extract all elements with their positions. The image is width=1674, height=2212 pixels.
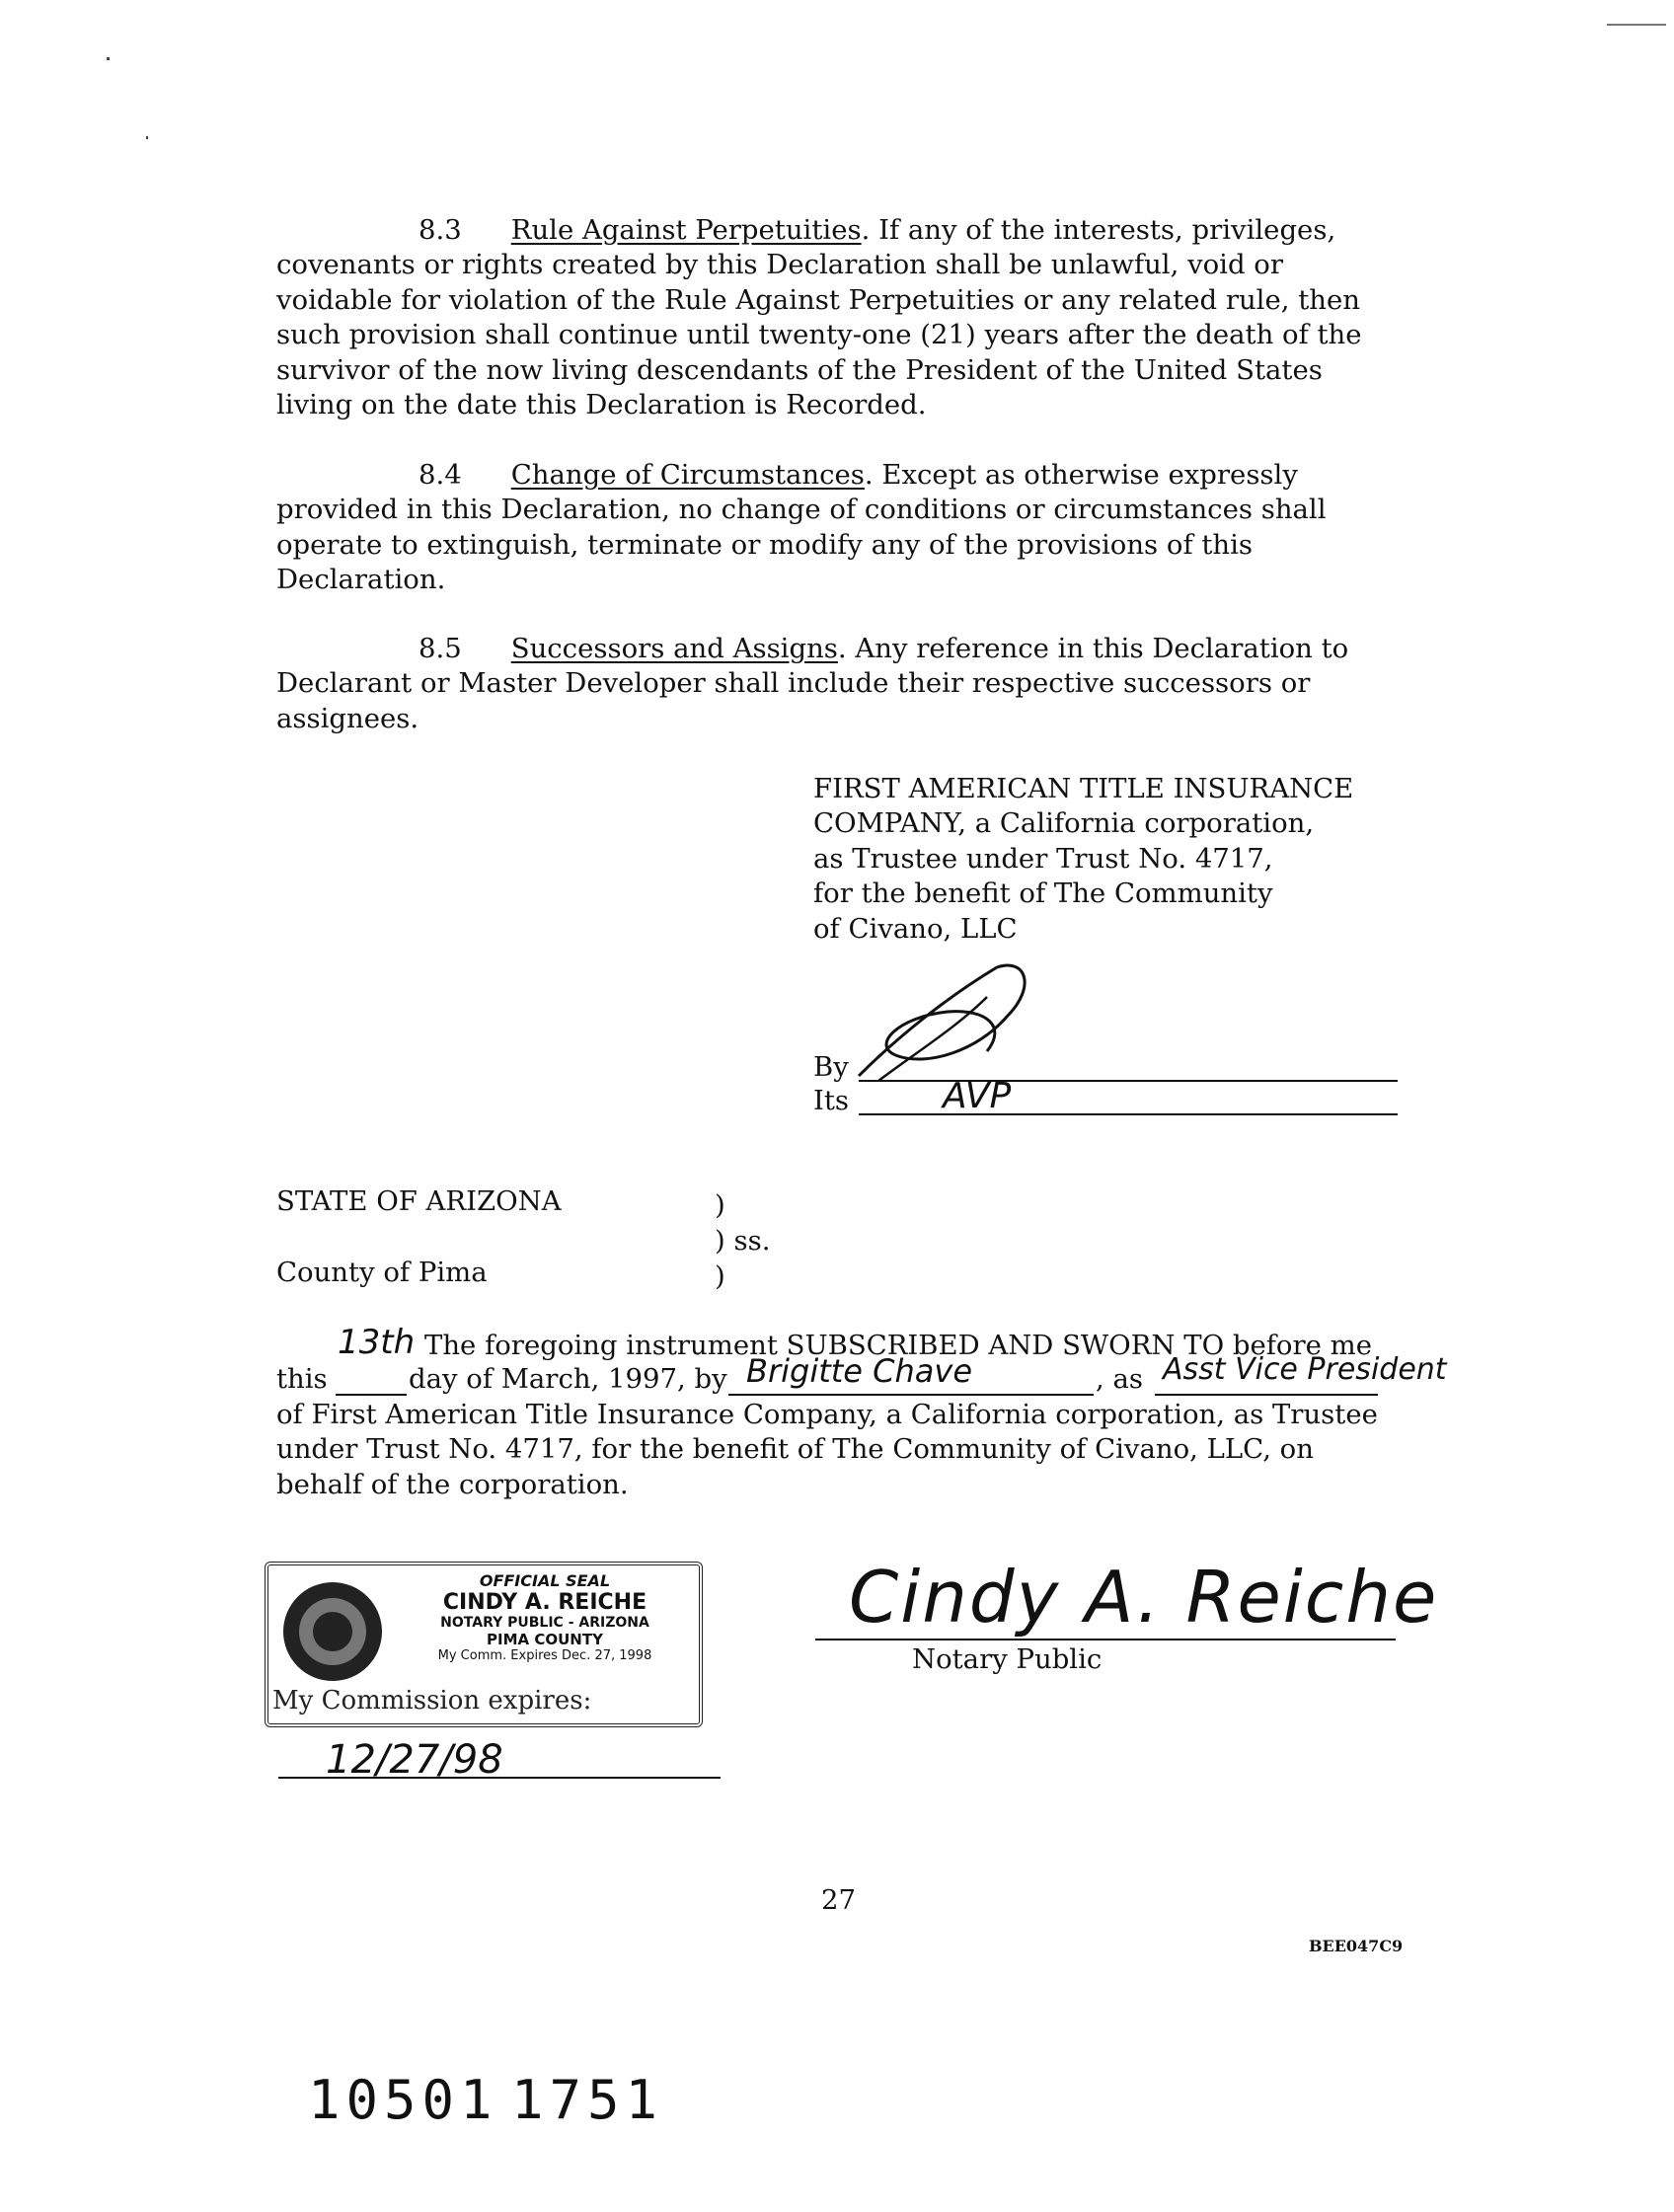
section-heading: Successors and Assigns xyxy=(510,633,838,664)
signatory-line: of Civano, LLC xyxy=(813,912,1018,945)
signatory-block xyxy=(813,772,1353,947)
seal-line-2: PIMA COUNTY xyxy=(487,1631,603,1648)
signatory-line: COMPANY, a California corporation, xyxy=(813,807,1315,840)
scan-speck xyxy=(146,136,148,139)
commission-line xyxy=(278,1777,721,1779)
title-handwritten: Asst Vice President xyxy=(1163,1352,1447,1387)
section-line: Declarant or Master Developer shall include their respective successors or xyxy=(276,667,1311,700)
section-8-4 xyxy=(276,458,1382,598)
section-heading: Change of Circumstances xyxy=(510,459,865,491)
seal-name: CINDY A. REICHE xyxy=(442,1590,647,1615)
signatory-line: as Trustee under Trust No. 4717, xyxy=(813,842,1273,875)
signatory-line: FIRST AMERICAN TITLE INSURANCE xyxy=(813,773,1354,804)
by-signature-line xyxy=(859,1080,1398,1082)
by-label: By xyxy=(813,1051,849,1083)
commission-date: 12/27/98 xyxy=(326,1737,503,1783)
its-label: Its xyxy=(813,1085,850,1116)
ack-line: of First American Title Insurance Company, a California corporation, as Trustee xyxy=(276,1399,1378,1430)
notary-signature-line xyxy=(815,1639,1396,1640)
section-line: covenants or rights created by this Declaration shall be unlawful, void or xyxy=(276,249,1284,281)
section-lead: . Any reference in this Declaration to xyxy=(837,633,1349,664)
day-handwritten: 13th xyxy=(338,1323,416,1362)
commission-label: My Commission expires: xyxy=(272,1686,592,1716)
section-heading: Rule Against Perpetuities xyxy=(510,214,862,246)
signatory-line: for the benefit of The Community xyxy=(813,877,1273,910)
section-line: Declaration. xyxy=(276,564,446,596)
doc-code: BEE047C9 xyxy=(1309,1937,1404,1955)
notary-signature: Cindy A. Reiche xyxy=(849,1556,1439,1639)
seal-emblem-icon xyxy=(278,1577,387,1686)
seal-title: OFFICIAL SEAL xyxy=(479,1571,611,1590)
section-line: such provision shall continue until twenty-one (21) years after the death of the xyxy=(276,319,1362,351)
section-number: 8.3 xyxy=(418,214,462,246)
venue-ss: ) ss. xyxy=(715,1225,771,1257)
ack-as: , as xyxy=(1096,1363,1143,1395)
record-number: 1751 xyxy=(511,2069,664,2131)
seal-line-3: My Comm. Expires Dec. 27, 1998 xyxy=(437,1648,652,1663)
section-line: operate to extinguish, terminate or modify any of the provisions of this xyxy=(276,528,1254,561)
ack-line-2: day of March, 1997, by xyxy=(409,1363,727,1395)
signer-blank-line xyxy=(728,1394,1094,1396)
venue-county: County of Pima xyxy=(276,1257,488,1288)
venue-paren: ) xyxy=(715,1260,725,1292)
scan-speck xyxy=(107,57,110,60)
notary-seal xyxy=(265,1562,703,1727)
record-number: 10501 xyxy=(308,2069,498,2131)
signer-handwritten: Brigitte Chave xyxy=(746,1352,973,1390)
ack-line: under Trust No. 4717, for the benefit of The Community of Civano, LLC, on xyxy=(276,1433,1314,1466)
notary-label: Notary Public xyxy=(912,1643,1103,1675)
section-line: assignees. xyxy=(276,702,419,734)
section-line: living on the date this Declaration is Recorded. xyxy=(276,389,927,421)
page-number: 27 xyxy=(821,1884,856,1916)
ack-body xyxy=(276,1398,1378,1502)
section-8-3 xyxy=(276,213,1382,422)
ack-this: this xyxy=(276,1363,328,1395)
section-lead: . Except as otherwise expressly xyxy=(864,459,1298,491)
section-number: 8.5 xyxy=(418,633,462,664)
seal-line-1: NOTARY PUBLIC - ARIZONA xyxy=(440,1615,649,1631)
seal-text xyxy=(397,1571,693,1663)
title-blank-line xyxy=(1155,1394,1378,1396)
ack-line-1: The foregoing instrument SUBSCRIBED AND SWORN TO before me xyxy=(424,1330,1372,1361)
ack-line: behalf of the corporation. xyxy=(276,1468,629,1500)
section-8-5 xyxy=(276,632,1382,736)
day-blank-line xyxy=(336,1394,407,1396)
its-line xyxy=(859,1113,1398,1115)
signatory-signature xyxy=(839,957,1056,1096)
section-line: provided in this Declaration, no change of conditions or circumstances shall xyxy=(276,494,1327,526)
scan-edge-mark xyxy=(1607,24,1666,26)
section-line: voidable for violation of the Rule Against Perpetuities or any related rule, then xyxy=(276,283,1360,316)
venue-paren: ) xyxy=(715,1189,725,1221)
section-line: survivor of the now living descendants of the President of the United States xyxy=(276,353,1323,386)
section-number: 8.4 xyxy=(418,459,462,491)
venue-state: STATE OF ARIZONA xyxy=(276,1185,562,1217)
section-lead: . If any of the interests, privileges, xyxy=(861,214,1336,246)
its-value: AVP xyxy=(943,1076,1012,1116)
